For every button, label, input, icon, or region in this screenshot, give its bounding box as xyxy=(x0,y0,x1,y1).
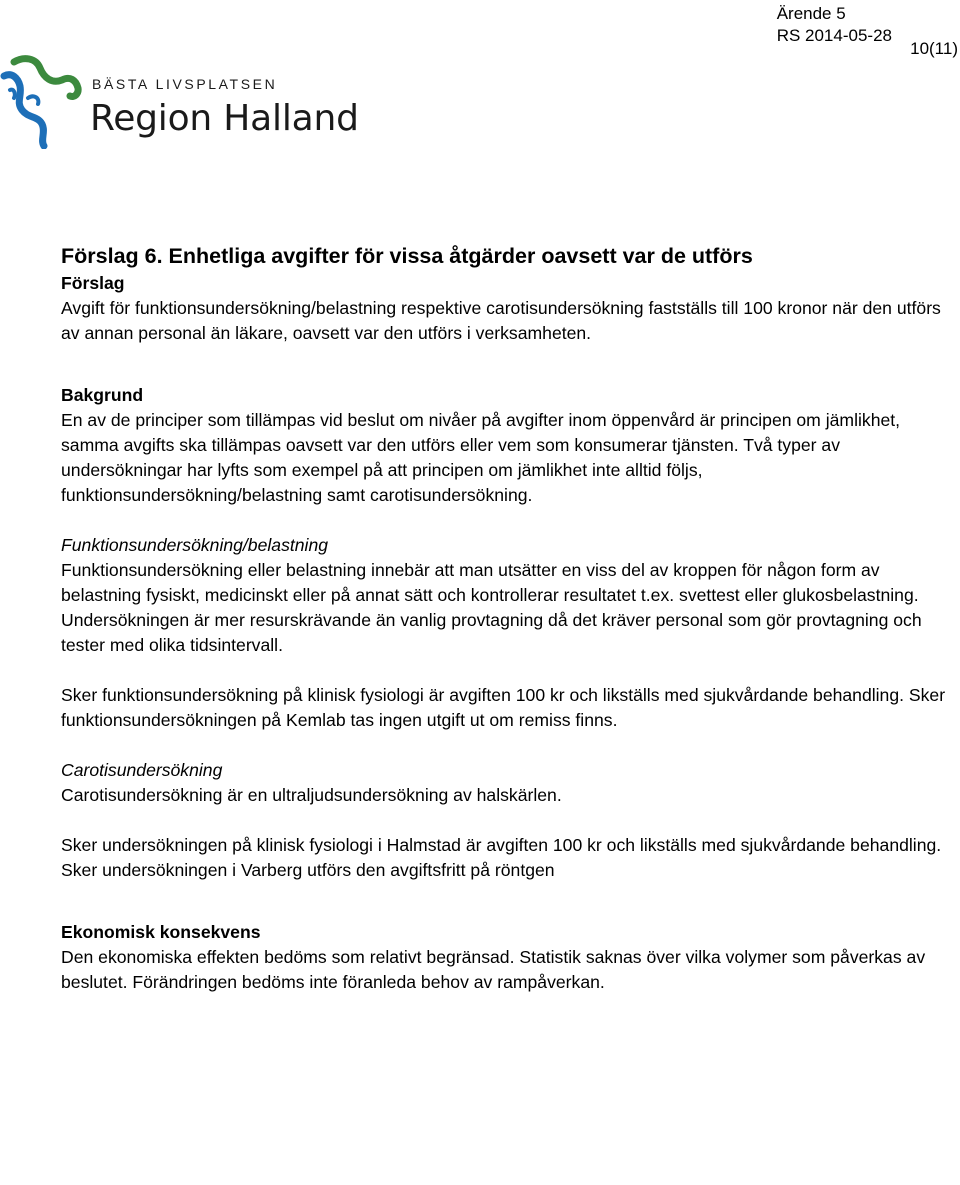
document-date: RS 2014-05-28 xyxy=(776,26,892,45)
logo-tagline: BÄSTA LIVSPLATSEN xyxy=(92,76,278,92)
section-heading-forslag: Förslag xyxy=(61,273,125,293)
section-heading-funktion: Funktionsundersökning/belastning xyxy=(61,535,329,555)
document-body xyxy=(61,241,951,995)
paragraph-carotis-2: Sker undersökningen på klinisk fysiologi i Halmstad är avgiften 100 kr och likställs med sjukvårdande behandling. Sker undersökningen i Varberg utförs den avgiftsfritt på röntgen xyxy=(61,835,942,880)
section-heading-bakgrund: Bakgrund xyxy=(61,385,144,405)
region-halland-logo xyxy=(0,54,370,149)
logo-mark-icon xyxy=(0,54,86,149)
paragraph-bakgrund: En av de principer som tillämpas vid beslut om nivåer på avgifter inom öppenvård är principen om jämlikhet, samma avgifts ska tillämpas oavsett var den utförs eller vem som konsumerar tjänsten. Två typer av undersökningar har lyfts som exempel på att principen om jämlikhet inte alltid följs, funktionsundersökning/belastning samt carotisundersökning. xyxy=(61,410,901,505)
paragraph-carotis-1: Carotisundersökning är en ultraljudsundersökning av halskärlen. xyxy=(61,785,562,805)
paragraph-ekonomisk: Den ekonomiska effekten bedöms som relativt begränsad. Statistik saknas över vilka volymer som påverkas av beslutet. Förändringen bedöms inte föranleda behov av rampåverkan. xyxy=(61,947,926,992)
paragraph-funktion-1: Funktionsundersökning eller belastning innebär att man utsätter en viss del av kroppen för någon form av belastning fysiskt, medicinskt eller på annat sätt och kontrollerar resultatet t.ex. svettest eller glukosbelastning. Undersökningen är mer resurskrävande än vanlig provtagning då det kräver personal som gör provtagning och tester med olika tidsintervall. xyxy=(61,560,922,655)
page-title: Förslag 6. Enhetliga avgifter för vissa åtgärder oavsett var de utförs xyxy=(61,244,753,268)
paragraph-forslag: Avgift för funktionsundersökning/belastning respektive carotisundersökning fastställs till 100 kronor när den utförs av annan personal än läkare, oavsett var den utförs i verksamheten. xyxy=(61,298,941,343)
section-heading-carotis: Carotisundersökning xyxy=(61,760,223,780)
section-heading-ekonomisk: Ekonomisk konsekvens xyxy=(61,922,261,942)
page-number: 10(11) xyxy=(910,39,958,58)
paragraph-funktion-2: Sker funktionsundersökning på klinisk fysiologi är avgiften 100 kr och likställs med sjukvårdande behandling. Sker funktionsundersökningen på Kemlab tas ingen utgift ut om remiss finns. xyxy=(61,685,946,730)
logo-name: Region Halland xyxy=(90,98,359,139)
arende-label: Ärende 5 xyxy=(776,4,846,23)
header-meta xyxy=(777,3,892,47)
